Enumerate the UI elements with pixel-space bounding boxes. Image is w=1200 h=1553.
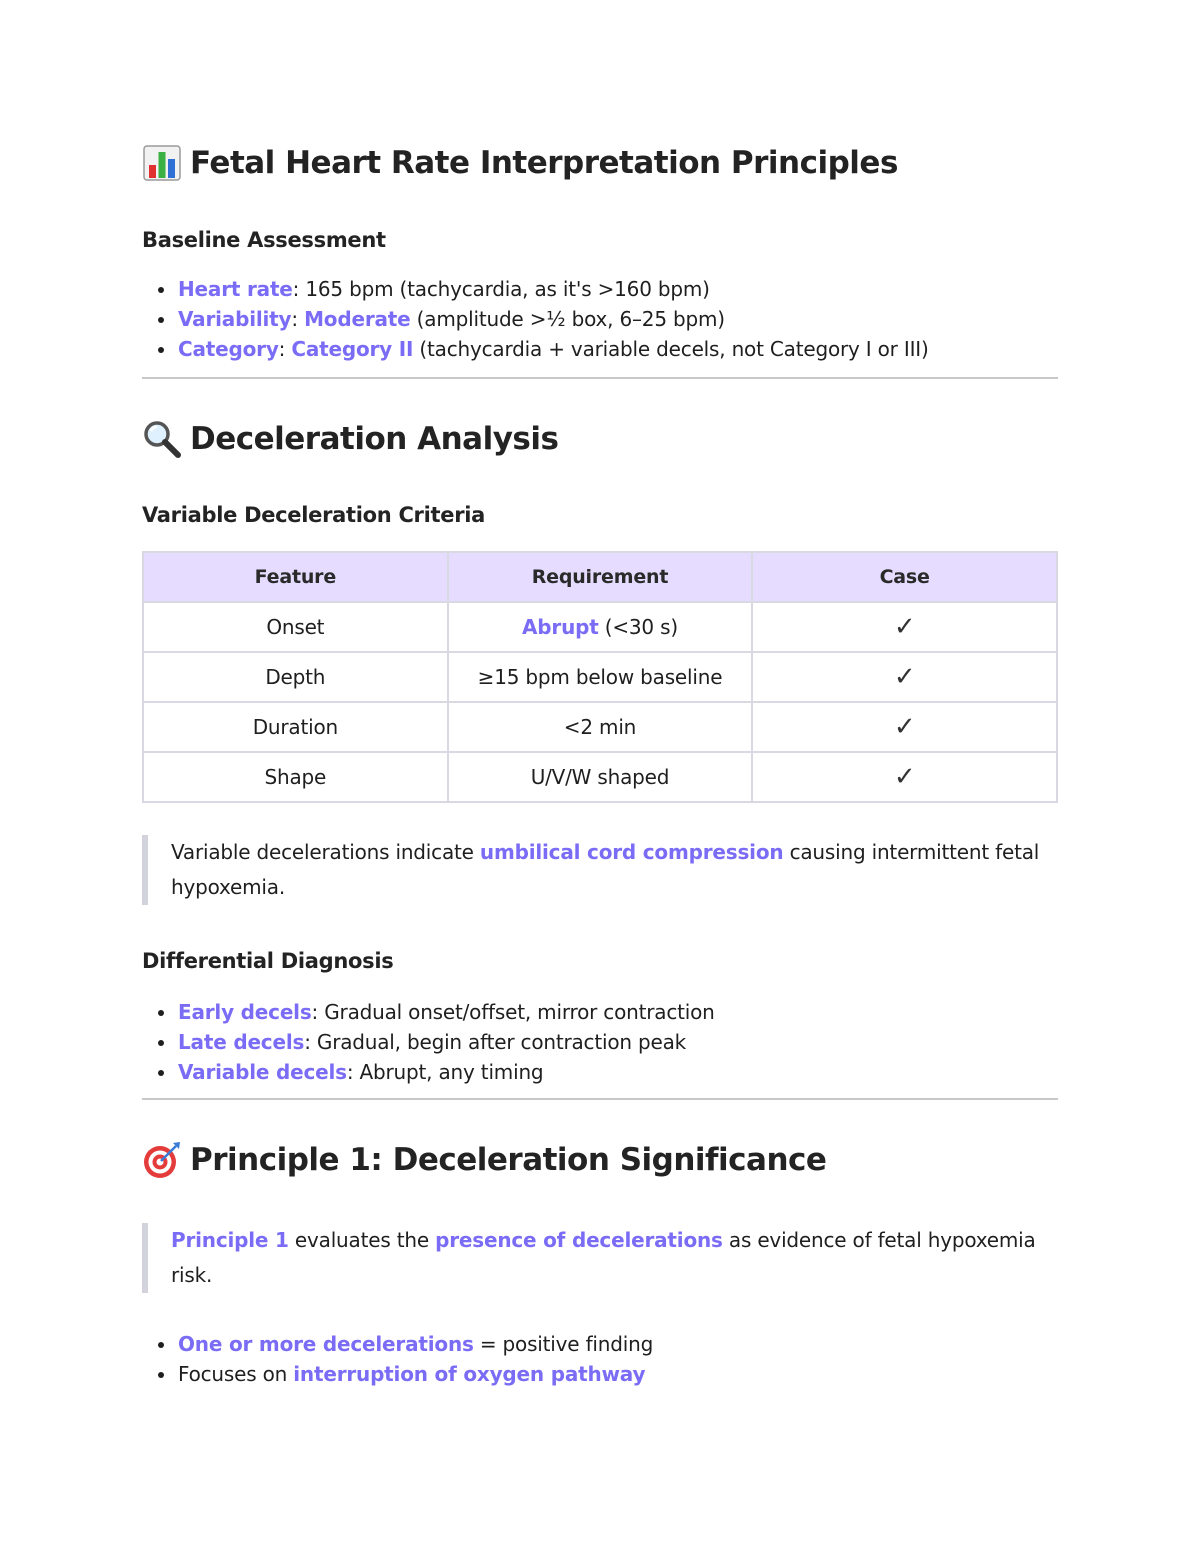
section-title-text: Deceleration Analysis — [190, 421, 559, 457]
subheading-differential: Differential Diagnosis — [142, 949, 394, 973]
term-link[interactable]: Principle 1 — [171, 1228, 289, 1252]
table-cell: Duration — [143, 702, 448, 752]
section-title-text: Principle 1: Deceleration Significance — [190, 1142, 827, 1178]
table-row — [143, 702, 1057, 752]
table-cell: ≥15 bpm below baseline — [448, 652, 753, 702]
list-item: Variable decels: Abrupt, any timing — [178, 1057, 1058, 1087]
subheading-baseline: Baseline Assessment — [142, 228, 386, 252]
section-title-decel — [142, 419, 558, 459]
blockquote-variable: Variable decelerations indicate umbilical cord compression causing intermittent fetal hypoxemia. — [142, 835, 1058, 905]
table-cell: Onset — [143, 602, 448, 652]
differential-list — [178, 997, 1058, 1087]
table-cell: Abrupt (<30 s) — [448, 602, 753, 652]
list-item: Heart rate: 165 bpm (tachycardia, as it's >160 bpm) — [178, 274, 1058, 304]
term-link[interactable]: umbilical cord compression — [479, 840, 784, 864]
table-row — [143, 602, 1057, 652]
magnifier-icon — [142, 419, 182, 459]
subheading-criteria: Variable Deceleration Criteria — [142, 503, 486, 527]
column-header: Requirement — [448, 552, 753, 602]
list-item: Category: Category II (tachycardia + variable decels, not Category I or III) — [178, 334, 1058, 364]
section-title-principle1 — [142, 1140, 826, 1180]
term-link[interactable]: Variability — [178, 307, 292, 331]
term-link[interactable]: Early decels — [178, 1000, 312, 1024]
criteria-table — [142, 551, 1058, 803]
list-item: Variability: Moderate (amplitude >½ box, 6–25 bpm) — [178, 304, 1058, 334]
term-link[interactable]: Late decels — [178, 1030, 305, 1054]
list-item: Early decels: Gradual onset/offset, mirror contraction — [178, 997, 1058, 1027]
term-link[interactable]: presence of decelerations — [435, 1228, 723, 1252]
list-item: Late decels: Gradual, begin after contraction peak — [178, 1027, 1058, 1057]
principle-list — [178, 1329, 1058, 1389]
term-link[interactable]: Heart rate — [178, 277, 293, 301]
blockquote-principle: Principle 1 evaluates the presence of decelerations as evidence of fetal hypoxemia risk. — [142, 1223, 1058, 1293]
list-item: Focuses on interruption of oxygen pathway — [178, 1359, 1058, 1389]
divider — [142, 377, 1058, 379]
section-title-text: Fetal Heart Rate Interpretation Principles — [190, 145, 898, 181]
check-mark: ✓ — [752, 702, 1057, 752]
table-cell: Shape — [143, 752, 448, 802]
term-link[interactable]: Moderate — [304, 307, 411, 331]
table-header-row — [143, 552, 1057, 602]
term-link[interactable]: Variable decels — [178, 1060, 347, 1084]
check-mark: ✓ — [752, 752, 1057, 802]
term-link[interactable]: One or more decelerations — [178, 1332, 474, 1356]
check-mark: ✓ — [752, 652, 1057, 702]
table-cell: U/V/W shaped — [448, 752, 753, 802]
term-link[interactable]: interruption of oxygen pathway — [293, 1362, 646, 1386]
table-cell: Depth — [143, 652, 448, 702]
target-icon — [142, 1140, 182, 1180]
column-header: Feature — [143, 552, 448, 602]
bar-chart-icon — [142, 143, 182, 183]
divider — [142, 1098, 1058, 1100]
term-link[interactable]: Abrupt — [522, 615, 599, 639]
term-link[interactable]: Category II — [291, 337, 414, 361]
table-row — [143, 752, 1057, 802]
table-row — [143, 652, 1057, 702]
list-item: One or more decelerations = positive finding — [178, 1329, 1058, 1359]
check-mark: ✓ — [752, 602, 1057, 652]
column-header: Case — [752, 552, 1057, 602]
term-link[interactable]: Category — [178, 337, 279, 361]
baseline-list — [178, 274, 1058, 364]
section-title-fhr — [142, 143, 898, 183]
table-cell: <2 min — [448, 702, 753, 752]
